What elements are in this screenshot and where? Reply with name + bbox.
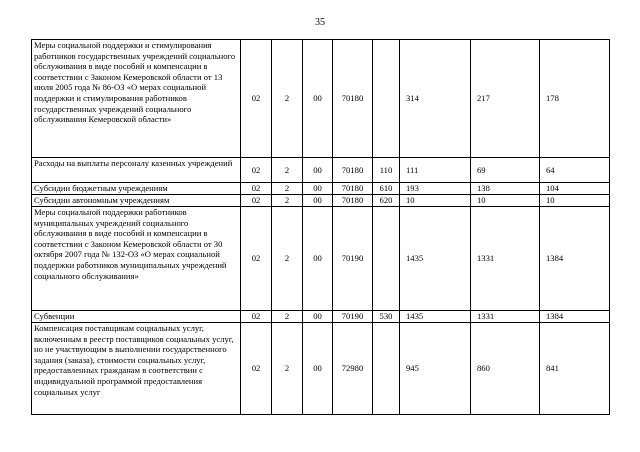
direction-code: 70180: [333, 40, 373, 158]
value-year-3: 841: [540, 323, 610, 415]
table-row: [32, 311, 610, 323]
table-row: [32, 40, 610, 158]
expense-type-code: [373, 40, 400, 158]
value-year-3: 1384: [540, 311, 610, 323]
table-row: [32, 183, 610, 195]
value-year-1: 1435: [400, 311, 471, 323]
subprogram-code: 00: [303, 183, 333, 195]
value-year-2: 860: [471, 323, 540, 415]
table-row: [32, 323, 610, 415]
value-year-2: 10: [471, 195, 540, 207]
direction-code: 72980: [333, 323, 373, 415]
section-code: 02: [241, 183, 272, 195]
program-code: 2: [272, 323, 303, 415]
row-name: Меры социальной поддержки и стимулирования работников государственных учреждений социального обслуживания в виде пособий и компенсации в соответствии с Законом Кемеровской области от 13 июля 2005 года № 86-ОЗ «О мерах социальной поддержки и стимулирования работников государственных учреждений социального обслуживания Кемеровской области»: [32, 40, 241, 158]
expense-type-code: 620: [373, 195, 400, 207]
value-year-2: 69: [471, 158, 540, 183]
row-name: Субсидии автономным учреждениям: [32, 195, 241, 207]
table-row: [32, 158, 610, 183]
value-year-3: 178: [540, 40, 610, 158]
section-code: 02: [241, 158, 272, 183]
expense-type-code: 110: [373, 158, 400, 183]
value-year-1: 193: [400, 183, 471, 195]
row-name: Субвенции: [32, 311, 241, 323]
row-name: Компенсация поставщикам социальных услуг, включенным в реестр поставщиков социальных услуг, но не участвующим в выполнении государственного задания (заказа), стоимости социальных услуг, предоставленных гражданам в соответствии с индивидуальной программой предоставления социальных услуг: [32, 323, 241, 415]
value-year-3: 1384: [540, 207, 610, 311]
subprogram-code: 00: [303, 311, 333, 323]
direction-code: 70180: [333, 183, 373, 195]
program-code: 2: [272, 311, 303, 323]
table-row: [32, 195, 610, 207]
program-code: 2: [272, 158, 303, 183]
value-year-3: 104: [540, 183, 610, 195]
subprogram-code: 00: [303, 323, 333, 415]
expense-type-code: 610: [373, 183, 400, 195]
section-code: 02: [241, 40, 272, 158]
value-year-1: 945: [400, 323, 471, 415]
value-year-2: 217: [471, 40, 540, 158]
program-code: 2: [272, 183, 303, 195]
section-code: 02: [241, 207, 272, 311]
page-number: 35: [315, 17, 325, 28]
subprogram-code: 00: [303, 40, 333, 158]
section-code: 02: [241, 323, 272, 415]
value-year-3: 10: [540, 195, 610, 207]
direction-code: 70190: [333, 311, 373, 323]
value-year-1: 111: [400, 158, 471, 183]
budget-table: [31, 39, 610, 415]
expense-type-code: [373, 323, 400, 415]
direction-code: 70180: [333, 195, 373, 207]
program-code: 2: [272, 207, 303, 311]
expense-type-code: [373, 207, 400, 311]
value-year-2: 1331: [471, 207, 540, 311]
expense-type-code: 530: [373, 311, 400, 323]
subprogram-code: 00: [303, 158, 333, 183]
value-year-1: 314: [400, 40, 471, 158]
table-row: [32, 207, 610, 311]
value-year-3: 64: [540, 158, 610, 183]
value-year-1: 10: [400, 195, 471, 207]
row-name: Меры социальной поддержки работников муниципальных учреждений социального обслуживания в виде пособий и компенсации в соответствии с Законом Кемеровской области от 30 октября 2007 года № 132-ОЗ «О мерах социальной поддержки работников муниципальных учреждений социального обслуживания»: [32, 207, 241, 311]
row-name: Субсидии бюджетным учреждениям: [32, 183, 241, 195]
value-year-1: 1435: [400, 207, 471, 311]
section-code: 02: [241, 311, 272, 323]
value-year-2: 138: [471, 183, 540, 195]
program-code: 2: [272, 195, 303, 207]
row-name: Расходы на выплаты персоналу казенных учреждений: [32, 158, 241, 183]
direction-code: 70190: [333, 207, 373, 311]
subprogram-code: 00: [303, 195, 333, 207]
subprogram-code: 00: [303, 207, 333, 311]
program-code: 2: [272, 40, 303, 158]
direction-code: 70180: [333, 158, 373, 183]
section-code: 02: [241, 195, 272, 207]
value-year-2: 1331: [471, 311, 540, 323]
